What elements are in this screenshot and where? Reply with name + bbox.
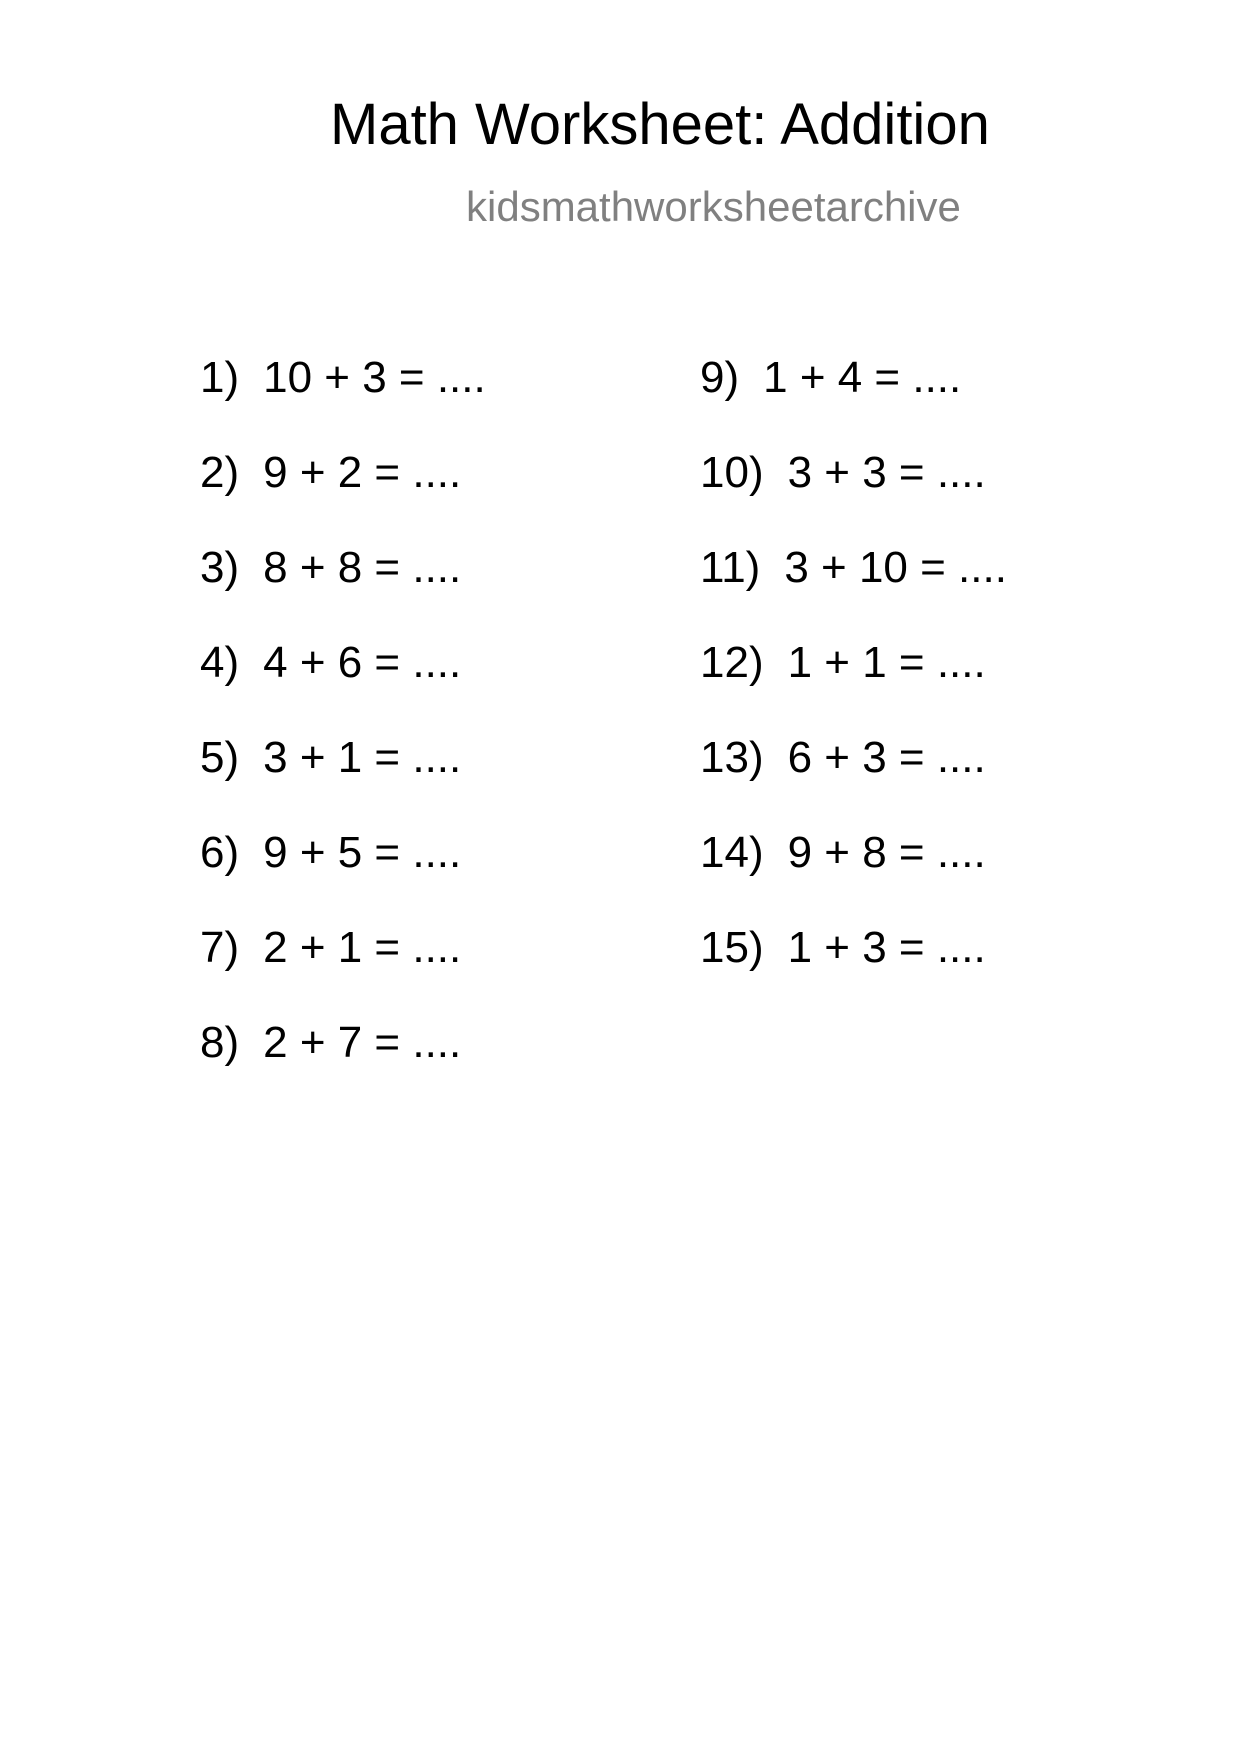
problem-4 xyxy=(200,638,462,687)
problem-expression: 1 + 4 = .... xyxy=(763,353,962,402)
problem-9 xyxy=(700,353,962,402)
problem-number: 7) xyxy=(200,923,240,972)
problem-number: 2) xyxy=(200,448,240,497)
problem-expression: 6 + 3 = .... xyxy=(787,733,986,782)
problem-3 xyxy=(200,543,462,592)
problem-expression: 3 + 10 = .... xyxy=(784,543,1007,592)
problem-number: 10) xyxy=(700,448,764,497)
problem-expression: 3 + 1 = .... xyxy=(263,733,462,782)
problem-10 xyxy=(700,448,986,497)
problem-number: 9) xyxy=(700,353,740,402)
problem-number: 4) xyxy=(200,638,240,687)
problem-14 xyxy=(700,828,986,877)
problem-number: 13) xyxy=(700,733,764,782)
page-title: Math Worksheet: Addition xyxy=(330,92,990,157)
problem-number: 11) xyxy=(700,543,761,592)
problem-expression: 8 + 8 = .... xyxy=(263,543,462,592)
problem-expression: 2 + 7 = .... xyxy=(263,1018,462,1067)
problem-expression: 9 + 5 = .... xyxy=(263,828,462,877)
problem-number: 12) xyxy=(700,638,764,687)
problem-number: 3) xyxy=(200,543,240,592)
problem-number: 1) xyxy=(200,353,240,402)
problem-number: 8) xyxy=(200,1018,240,1067)
problem-2 xyxy=(200,448,462,497)
problem-expression: 9 + 2 = .... xyxy=(263,448,462,497)
problem-6 xyxy=(200,828,462,877)
page-subtitle: kidsmathworksheetarchive xyxy=(466,183,961,230)
problem-12 xyxy=(700,638,986,687)
problem-5 xyxy=(200,733,462,782)
problem-7 xyxy=(200,923,462,972)
problem-number: 5) xyxy=(200,733,240,782)
problem-15 xyxy=(700,923,986,972)
problem-11 xyxy=(700,543,1007,592)
problem-expression: 10 + 3 = .... xyxy=(263,353,486,402)
problem-number: 14) xyxy=(700,828,764,877)
problem-expression: 3 + 3 = .... xyxy=(787,448,986,497)
problem-expression: 9 + 8 = .... xyxy=(787,828,986,877)
problem-1 xyxy=(200,353,486,402)
problem-8 xyxy=(200,1018,462,1067)
problem-number: 15) xyxy=(700,923,764,972)
problem-expression: 2 + 1 = .... xyxy=(263,923,462,972)
problem-13 xyxy=(700,733,986,782)
problem-number: 6) xyxy=(200,828,240,877)
problem-expression: 1 + 3 = .... xyxy=(787,923,986,972)
problem-expression: 4 + 6 = .... xyxy=(263,638,462,687)
problem-expression: 1 + 1 = .... xyxy=(787,638,986,687)
